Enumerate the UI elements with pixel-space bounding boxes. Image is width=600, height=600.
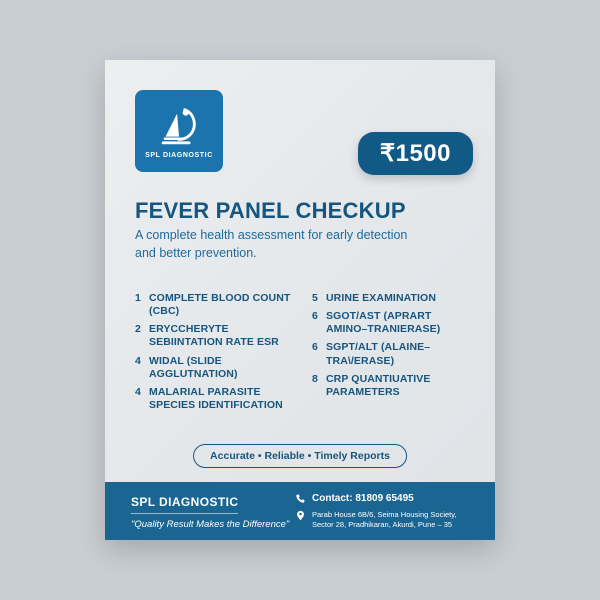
list-item-number: 4: [135, 385, 141, 398]
footer-brand-block: [105, 493, 295, 530]
list-item-number: 6: [312, 310, 318, 323]
list-item-label: MALARIAL PARASITE SPECIES IDENTIFICATION: [149, 385, 283, 411]
footer-brand-name: SPL DIAGNOSTIC: [131, 495, 238, 514]
phone-icon: [295, 493, 306, 504]
list-item-label: SGOT/AST (APRART AMINO–TRANIERASE): [326, 310, 441, 336]
list-item-number: 2: [135, 323, 141, 336]
location-pin-icon: [295, 510, 306, 521]
list-item-label: CRP QUANTIUATIVE PARAMETERS: [326, 372, 431, 398]
list-item-number: 4: [135, 354, 141, 367]
list-item-number: 6: [312, 341, 318, 354]
list-item: [312, 341, 475, 367]
contact-row: [295, 492, 477, 506]
list-item: [312, 292, 475, 305]
list-item-label: COMPLETE BLOOD COUNT (CBC): [149, 292, 291, 318]
list-item: [135, 323, 298, 349]
list-item-label: SGPT/ALT (ALAINE–TRA\/ERASE): [326, 341, 431, 367]
list-item: [312, 373, 475, 399]
microscope-icon: [156, 104, 202, 150]
address-row: [295, 510, 477, 530]
poster: [105, 60, 495, 540]
list-item: [135, 355, 298, 381]
footer-slogan: "Quality Result Makes the Difference": [131, 518, 290, 530]
poster-footer: [105, 482, 495, 540]
list-item-label: WIDAL (SLIDE AGGLUTNATION): [149, 354, 238, 380]
list-item-label: ERYCCHERYTE SEBIINTATION RATE ESR: [149, 323, 279, 349]
subtitle: A complete health assessment for early detection and better prevention.: [135, 228, 408, 261]
list-item-number: 5: [312, 292, 318, 304]
list-item: [312, 310, 475, 336]
list-item: [135, 386, 298, 412]
address-text: Parab House 6B/6, Seima Housing Society, Sector 28, Pradhikaran, Akurdi, Pune – 35: [312, 509, 457, 529]
page-title: FEVER PANEL CHECKUP: [135, 198, 406, 223]
brand-logo-text: SPL DIAGNOSTIC: [145, 151, 213, 159]
tests-column-left: [135, 292, 298, 417]
list-item: [135, 292, 298, 318]
tests-column-right: [312, 292, 475, 417]
list-item-number: 8: [312, 372, 318, 385]
footer-contact-block: [295, 492, 495, 530]
price-badge: ₹1500: [358, 132, 473, 175]
tests-list: [135, 292, 475, 417]
list-item-number: 1: [135, 292, 141, 304]
contact-text: Contact: 81809 65495: [312, 492, 414, 504]
tagline-badge: Accurate • Reliable • Timely Reports: [193, 444, 407, 468]
list-item-label: URINE EXAMINATION: [326, 292, 437, 304]
brand-logo: [135, 90, 223, 172]
